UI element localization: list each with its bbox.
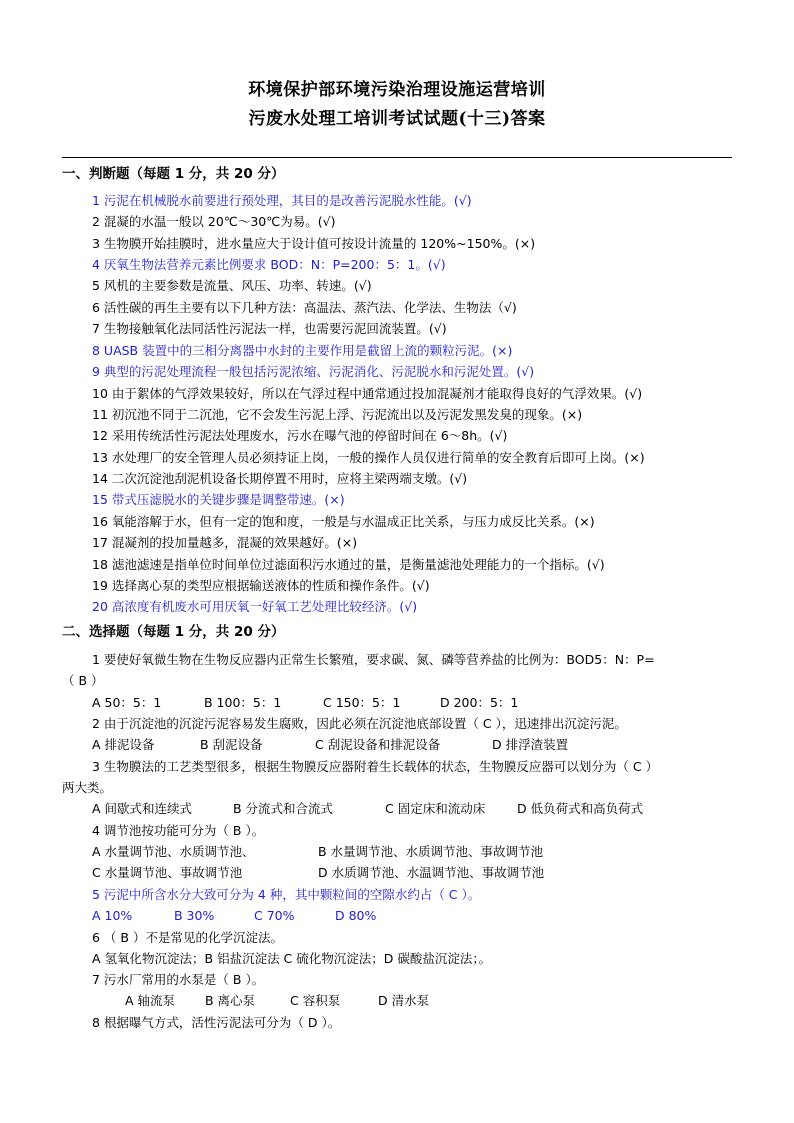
question-stem: 2 由于沉淀池的沉淀污泥容易发生腐败，因此必须在沉淀池底部设置（ C ），迅速排出沉淀污泥。 [92,716,627,731]
question-stem: 7 污水厂常用的水泵是（ B ）。 [92,972,265,987]
list-item: 13 水处理厂的安全管理人员必须持证上岗，一般的操作人员仅进行简单的安全教育后即可上岗。(×) [92,450,645,465]
header-divider [62,157,732,158]
option: A 10% [92,908,133,923]
question-answer: （ B ） [62,673,104,688]
option: B 分流式和合流式 [233,801,334,816]
option: B 刮泥设备 [200,737,263,752]
option: D 排浮渣装置 [492,737,569,752]
list-item: 8 UASB 装置中的三相分离器中水封的主要作用是截留上流的颗粒污泥。(×) [92,343,513,358]
list-item: 3 生物膜开始挂膜时，进水量应大于设计值可按设计流量的 120%~150%。(×) [92,236,536,251]
list-item: 11 初沉池不同于二沉池，它不会发生污泥上浮、污泥流出以及污泥发黑发臭的现象。(×) [92,407,583,422]
option: D 80% [335,908,377,923]
question-stem: 6 （ B ）不是常见的化学沉淀法。 [92,930,283,945]
section-heading-multiple-choice: 二、选择题（每题 1 分，共 20 分） [62,624,285,640]
option: B 100：5：1 [204,695,282,710]
option: C 固定床和流动床 [385,801,486,816]
question-stem-continued: 两大类。 [62,780,113,795]
list-item: 19 选择离心泵的类型应根据输送液体的性质和操作条件。(√) [92,578,430,593]
question-stem: 5 污泥中所含水分大致可分为 4 种，其中颗粒间的空隙水约占（ C ）。 [92,887,481,902]
question-stem: 8 根据曝气方式，活性污泥法可分为（ D ）。 [92,1015,341,1030]
option: C 容积泵 [290,993,341,1008]
list-item: 18 滤池滤速是指单位时间单位过滤面积污水通过的量，是衡量滤池处理能力的一个指标。(√) [92,557,605,572]
list-item: 2 混凝的水温一般以 20℃～30℃为易。(√) [92,214,336,229]
option: C 70% [254,908,295,923]
list-item: 20 高浓度有机废水可用厌氧一好氧工艺处理比较经济。(√) [92,599,418,614]
option: D 低负荷式和高负荷式 [517,801,644,816]
option: A 轴流泵 [125,993,176,1008]
option: C 150：5：1 [323,695,401,710]
option: C 刮泥设备和排泥设备 [315,737,441,752]
option: D 200：5：1 [440,695,519,710]
question-stem: 3 生物膜法的工艺类型很多，根据生物膜反应器附着生长载体的状态，生物膜反应器可以划分为（ C ） [92,759,659,774]
option: A 水量调节池、水质调节池、 [92,844,255,859]
option: B 水量调节池、水质调节池、事故调节池 [318,844,544,859]
list-item: 7 生物接触氧化法同活性污泥法一样，也需要污泥回流装置。(√) [92,321,447,336]
list-item: 9 典型的污泥处理流程一般包括污泥浓缩、污泥消化、污泥脱水和污泥处置。(√) [92,364,535,379]
list-item: 14 二次沉淀池刮泥机设备长期停置不用时，应将主梁两端支墩。(√) [92,471,468,486]
section-heading-true-false: 一、判断题（每题 1 分，共 20 分） [62,166,285,182]
question-stem: 4 调节池按功能可分为（ B ）。 [92,823,265,838]
option: C 水量调节池、事故调节池 [92,865,243,880]
option: B 离心泵 [205,993,256,1008]
list-item: 6 活性碳的再生主要有以下几种方法：高温法、蒸汽法、化学法、生物法（√) [92,300,517,315]
list-item: 5 风机的主要参数是流量、风压、功率、转速。(√) [92,278,372,293]
list-item: 12 采用传统活性污泥法处理废水，污水在曝气池的停留时间在 6～8h。(√) [92,428,508,443]
list-item: 4 厌氧生物法营养元素比例要求 BOD：N：P=200：5：1。(√) [92,257,446,272]
option: D 水质调节池、水温调节池、事故调节池 [318,865,545,880]
list-item: 16 氧能溶解于水，但有一定的饱和度，一般是与水温成正比关系，与压力成反比关系。(×) [92,514,595,529]
question-options: A 氢氧化物沉淀法；B 铝盐沉淀法 C 硫化物沉淀法；D 碳酸盐沉淀法；。 [92,951,492,966]
question-stem: 1 要使好氧微生物在生物反应器内正常生长繁殖，要求碳、氮、磷等营养盐的比例为：BOD5：N：P= [92,652,655,667]
option: A 50：5：1 [92,695,162,710]
option: A 间歇式和连续式 [92,801,193,816]
option: B 30% [174,908,215,923]
list-item: 15 带式压滤脱水的关键步骤是调整带速。(×) [92,492,345,507]
option: A 排泥设备 [92,737,155,752]
list-item: 17 混凝剂的投加量越多，混凝的效果越好。(×) [92,535,358,550]
document-title-line2: 污废水处理工培训考试试题(十三)答案 [248,109,546,129]
option: D 清水泵 [378,993,430,1008]
list-item: 1 污泥在机械脱水前要进行预处理，其目的是改善污泥脱水性能。(√) [92,193,472,208]
list-item: 10 由于絮体的气浮效果较好，所以在气浮过程中通常通过投加混凝剂才能取得良好的气浮效果。(√) [92,386,643,401]
document-title-line1: 环境保护部环境污染治理设施运营培训 [248,80,546,100]
